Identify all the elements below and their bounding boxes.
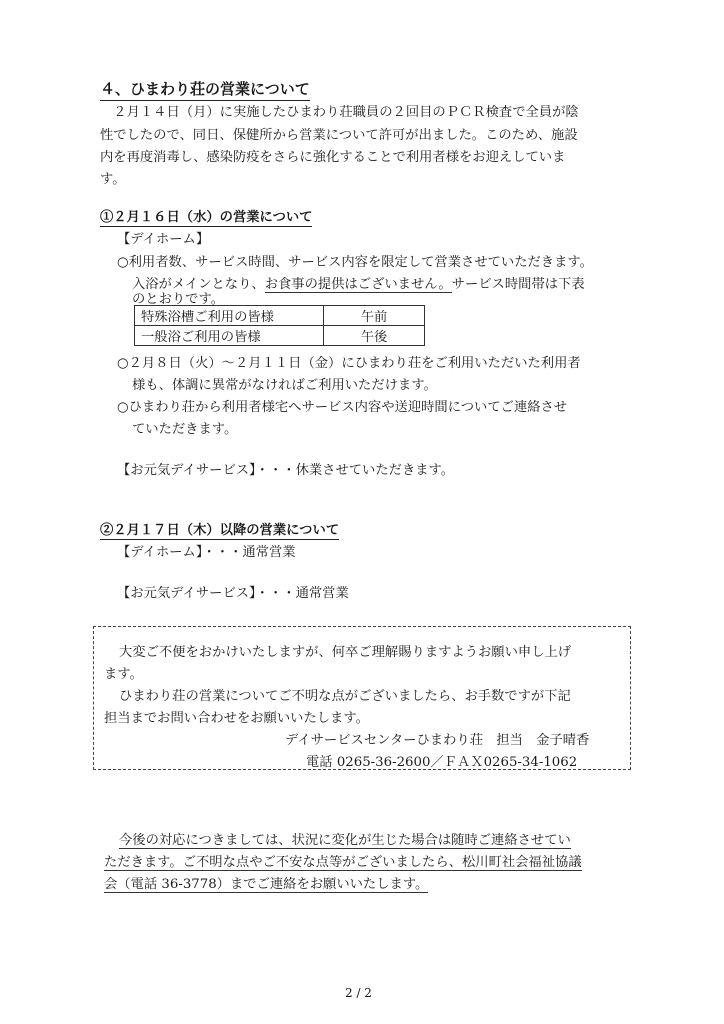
page-number: 2 / 2 [345,986,372,1000]
contact-phone: 電話 0265-36-2600／ＦＡＸ0265-34-1062 [306,755,578,770]
ogenki-status: 【お元気デイサービス】・・・通常営業 [117,586,349,601]
table-cell: 一般浴ご利用の皆様 [135,326,324,346]
section-paragraph-line: 性でしたので、同日、保健所から営業について許可が出ました。このため、施設 [100,128,578,143]
closing-line [104,873,428,892]
bullet-line: ていただきます。 [132,422,238,437]
table-row [135,326,425,346]
table-cell: 午前 [324,306,425,326]
service-hours-table [134,305,425,346]
text-fragment: 入浴がメインとなり、 [132,277,265,292]
closing-text: ただきます。ご不明な点やご不安な点等がございましたら、松川町社会福祉協議 [104,855,582,870]
notice-line: ひまわり荘の営業についてご不明な点がございましたら、お手数ですが下記 [119,689,571,704]
dayhome-status: 【デイホーム】・・・通常営業 [117,545,296,560]
closing-text: 今後の対応につきましては、状況に変化が生じた場合は随時ご連絡させてい [119,833,571,848]
bullet-line: のとおりです。 [132,292,225,307]
text-fragment: サービス時間帯は下表 [451,277,585,292]
no-meal-notice: お食事の提供はございません。 [264,277,452,292]
section-paragraph-line: す。 [100,172,126,187]
ogenki-status: 【お元気デイサービス】・・・休業させていただきます。 [117,463,455,478]
subsection-title: ②２月１７日（木）以降の営業について [100,519,339,540]
notice-line: 担当までお問い合わせをお願いいたします。 [104,711,369,726]
closing-line [104,851,582,870]
table-cell: 特殊浴槽ご利用の皆様 [135,306,324,326]
closing-line [119,829,571,848]
bullet-line: ○利用者数、サービス時間、サービス内容を限定して営業させていただきます。 [117,255,593,270]
section-paragraph-line: ２月１４日（月）に実施したひまわり荘職員の２回目のＰＣＲ検査で全員が陰 [100,105,579,120]
subsection-title: ①２月１６日（水）の営業について [100,206,312,227]
dayhome-heading: 【デイホーム】 [117,232,210,247]
contact-name: デイサービスセンターひまわり荘 担当 金子晴香 [285,733,590,748]
notice-line: ます。 [104,667,143,682]
closing-text: 会（電話 36-3778）までご連絡をお願いいたします。 [104,877,429,892]
section-paragraph-line: 内を再度消毒し、感染防疫をさらに強化することで利用者様をお迎えしていま [100,150,566,165]
section-title: ４、ひまわり荘の営業について [100,78,310,101]
bullet-line: 様も、体調に異常がなければご利用いただけます。 [132,378,437,393]
table-cell: 午後 [324,326,425,346]
notice-line: 大変ご不便をおかけいたしますが、何卒ご理解賜りますようお願い申し上げ [119,645,572,660]
table-row [135,306,425,326]
bullet-line: ○ひまわり荘から利用者様宅へサービス内容や送迎時間についてご連絡させ [117,400,568,415]
bullet-line: ○２月８日（火）～２月１１日（金）にひまわり荘をご利用いただいた利用者 [117,356,581,371]
